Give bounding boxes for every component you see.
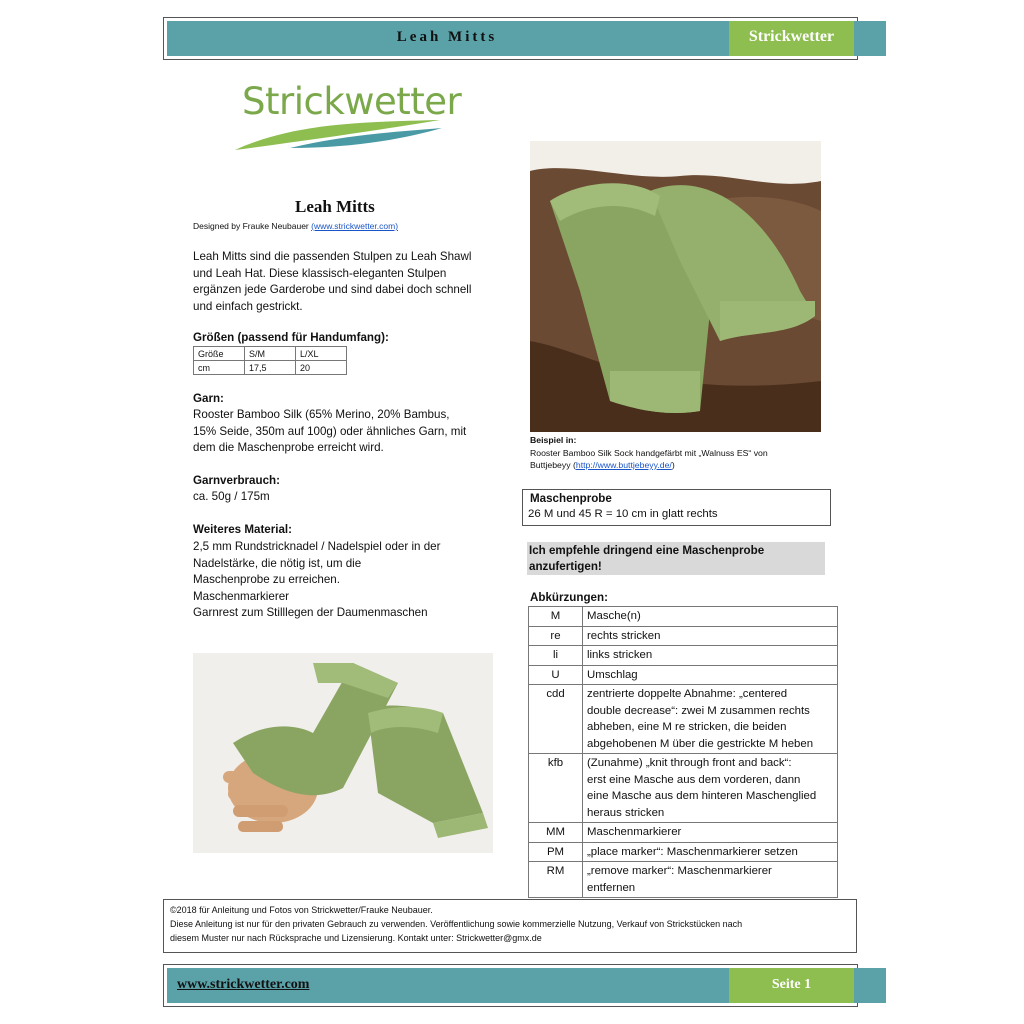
material-text — [193, 539, 513, 622]
abbr-key: RM — [529, 862, 583, 898]
intro-line: und Leah Hat. Diese klassisch-eleganten Stulpen — [193, 266, 447, 280]
abbr-line: entfernen — [587, 881, 636, 894]
abbr-line: eine Masche aus dem hinteren Maschenglied — [587, 790, 817, 802]
footer-bar — [163, 964, 858, 1007]
logo-text: Strickwetter — [242, 80, 462, 123]
material-line: Maschenmarkierer — [193, 589, 289, 603]
sizes-table — [193, 346, 347, 375]
example-suffix: ) — [671, 460, 675, 470]
abbr-line: erst eine Masche aus dem vorderen, dann — [587, 773, 801, 786]
abbr-key: M — [529, 607, 583, 627]
example-line — [530, 459, 768, 472]
intro-line: und einfach gestrickt. — [193, 299, 303, 313]
copyright-line: Diese Anleitung ist nur für den privaten Gebrauch zu verwenden. Veröffentlichung sowie kommerzielle Nutzung, Verkauf von Strickstücken nach — [170, 919, 743, 929]
sizes-heading: Größen (passend für Handumfang): — [193, 331, 389, 344]
table-row — [529, 607, 838, 627]
abbr-line: abgehobenen M über die gestrickte M heben — [587, 737, 814, 750]
table-row — [529, 646, 838, 666]
mitts-on-leather-photo — [530, 141, 821, 432]
yarn-text — [193, 407, 513, 457]
usage-heading: Garnverbrauch: — [193, 474, 280, 487]
abbreviations-table — [528, 606, 838, 898]
header-title: Leah Mitts — [396, 29, 498, 45]
abbr-line: abheben, eine M re stricken, die beiden — [587, 721, 787, 733]
abbr-line: „remove marker“: Maschenmarkierer — [587, 865, 772, 877]
header-brand: Strickwetter — [748, 28, 835, 45]
table-cell: cm — [194, 361, 245, 375]
abbr-line: Masche(n) — [587, 610, 641, 622]
abbr-line: zentrierte doppelte Abnahme: „centered — [587, 688, 788, 700]
header-brand-band — [729, 21, 854, 56]
table-row — [529, 754, 838, 823]
abbr-desc — [583, 823, 838, 843]
header-bar — [163, 17, 858, 60]
footer-url-link[interactable]: www.strickwetter.com — [177, 977, 310, 992]
table-row — [194, 347, 347, 361]
material-heading: Weiteres Material: — [193, 523, 293, 536]
hand-photo-illustration — [193, 653, 493, 853]
abbr-desc — [583, 665, 838, 685]
table-cell: 20 — [296, 361, 347, 375]
example-heading: Beispiel in: — [530, 435, 577, 445]
example-caption — [530, 434, 768, 472]
abbr-line: (Zunahme) „knit through front and back“: — [587, 757, 792, 769]
yarn-shop-link[interactable]: http://www.buttjebeyy.de/ — [575, 460, 672, 470]
abbr-line: links stricken — [587, 649, 653, 661]
abbr-desc — [583, 607, 838, 627]
table-cell: Größe — [194, 347, 245, 361]
table-cell: S/M — [245, 347, 296, 361]
abbr-line: double decrease“: zwei M zusammen rechts — [587, 704, 810, 717]
table-row — [529, 842, 838, 862]
gauge-heading: Maschenprobe — [530, 492, 612, 505]
table-row — [529, 862, 838, 898]
page-number: Seite 1 — [771, 977, 812, 992]
abbr-line: „place marker“: Maschenmarkierer setzen — [587, 845, 798, 858]
intro-text — [193, 249, 513, 315]
abbr-key: kfb — [529, 754, 583, 823]
yarn-line: 15% Seide, 350m auf 100g) oder ähnliches Garn, mit — [193, 424, 467, 438]
yarn-heading: Garn: — [193, 392, 224, 405]
yarn-line: Rooster Bamboo Silk (65% Merino, 20% Bambus, — [193, 408, 450, 421]
abbr-key: U — [529, 665, 583, 685]
abbr-desc — [583, 754, 838, 823]
example-line: Rooster Bamboo Silk Sock handgefärbt mit „Walnuss ES“ von — [530, 447, 768, 458]
logo-swoosh-icon — [230, 110, 450, 155]
gauge-box — [522, 489, 831, 526]
pattern-title: Leah Mitts — [295, 197, 375, 216]
designer-credit — [193, 221, 398, 231]
abbr-key: MM — [529, 823, 583, 843]
abbreviations-heading: Abkürzungen: — [530, 591, 608, 604]
intro-line: Leah Mitts sind die passenden Stulpen zu Leah Shawl — [193, 250, 472, 263]
table-row — [194, 361, 347, 375]
usage-value: ca. 50g / 175m — [193, 490, 270, 503]
table-row — [529, 823, 838, 843]
strickwetter-logo — [230, 80, 462, 160]
abbr-desc — [583, 862, 838, 898]
recommend-box — [527, 542, 825, 575]
material-line: 2,5 mm Rundstricknadel / Nadelspiel oder in der — [193, 540, 441, 553]
abbr-desc — [583, 842, 838, 862]
abbr-desc — [583, 626, 838, 646]
abbr-desc — [583, 646, 838, 666]
abbr-key: re — [529, 626, 583, 646]
designer-link[interactable]: (www.strickwetter.com) — [311, 221, 399, 231]
abbr-key: cdd — [529, 685, 583, 754]
mitts-on-hand-photo — [193, 653, 493, 853]
abbr-key: PM — [529, 842, 583, 862]
yarn-line: dem die Maschenprobe erreicht wird. — [193, 441, 384, 454]
recommend-line: anzufertigen! — [529, 560, 602, 573]
abbr-line: Umschlag — [587, 668, 638, 681]
mitts-photo-illustration — [530, 141, 821, 432]
intro-line: ergänzen jede Garderobe und sind dabei doch schnell — [193, 283, 472, 296]
copyright-line: diesem Muster nur nach Rücksprache und Lizensierung. Kontakt unter: Strickwetter@gmx.de — [170, 933, 542, 943]
material-line: Maschenprobe zu erreichen. — [193, 573, 340, 586]
footer-page-band — [729, 968, 854, 1003]
gauge-value: 26 M und 45 R = 10 cm in glatt rechts — [528, 508, 718, 520]
abbr-line: heraus stricken — [587, 806, 665, 819]
table-cell: L/XL — [296, 347, 347, 361]
designer-prefix: Designed by Frauke Neubauer — [193, 221, 312, 231]
example-prefix: Buttjebeyy ( — [530, 460, 576, 470]
table-row — [529, 626, 838, 646]
table-row — [529, 665, 838, 685]
recommend-line: Ich empfehle dringend eine Maschenprobe — [529, 544, 765, 557]
table-row — [529, 685, 838, 754]
copyright-box — [163, 899, 857, 953]
abbr-desc — [583, 685, 838, 754]
abbr-line: rechts stricken — [587, 629, 661, 642]
material-line: Garnrest zum Stilllegen der Daumenmaschen — [193, 606, 428, 619]
abbr-key: li — [529, 646, 583, 666]
table-cell: 17,5 — [245, 361, 296, 375]
material-line: Nadelstärke, die nötig ist, um die — [193, 556, 362, 570]
abbr-line: Maschenmarkierer — [587, 826, 682, 838]
copyright-line: ©2018 für Anleitung und Fotos von Strickwetter/Frauke Neubauer. — [170, 905, 433, 915]
